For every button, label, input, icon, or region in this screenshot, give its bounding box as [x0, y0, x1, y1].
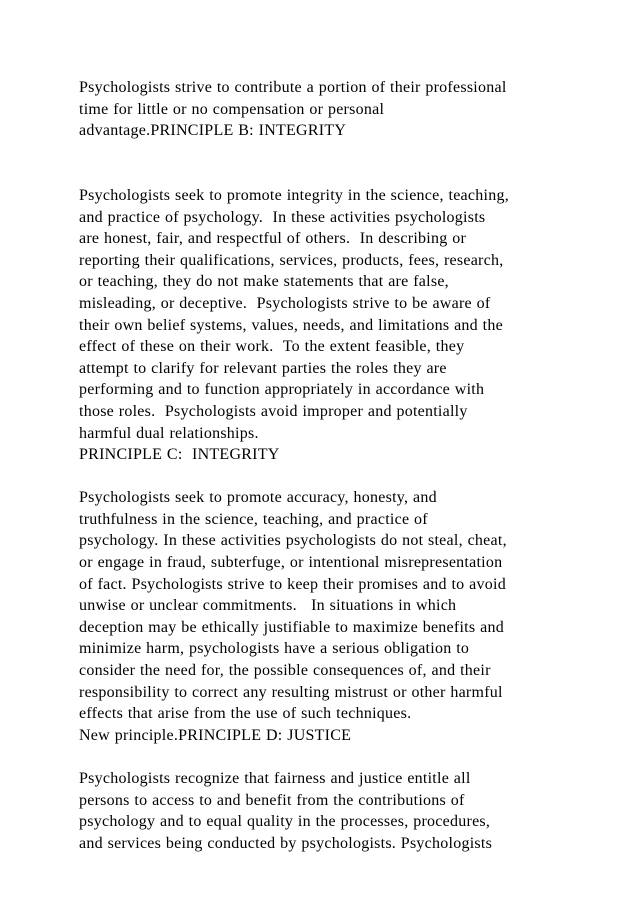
- text-line: misleading, or deceptive. Psychologists strive to be aware of: [79, 294, 491, 312]
- text-line: and practice of psychology. In these activities psychologists: [79, 208, 486, 226]
- text-line: performing and to function appropriately in accordance with: [79, 381, 485, 399]
- blank-line: [79, 142, 569, 164]
- text-line: or engage in fraud, subterfuge, or intentional misrepresentation: [79, 554, 503, 572]
- text-line: attempt to clarify for relevant parties the roles they are: [79, 359, 447, 377]
- text-line: Psychologists recognize that fairness and justice entitle all: [79, 770, 471, 787]
- text-line: Psychologists seek to promote accuracy, honesty, and: [79, 489, 437, 507]
- text-line: deception may be ethically justifiable to maximize benefits and: [79, 618, 504, 636]
- text-line: Psychologists seek to promote integrity in the science, teaching,: [79, 186, 509, 204]
- text-line: reporting their qualifications, services, products, fees, research,: [79, 251, 504, 269]
- blank-line: [79, 746, 569, 768]
- text-line: harmful dual relationships.: [79, 424, 259, 442]
- text-line: effect of these on their work. To the extent feasible, they: [79, 338, 465, 356]
- blank-line: [79, 466, 569, 488]
- text-line: Psychologists strive to contribute a portion of their professional: [79, 79, 507, 96]
- text-line: effects that arise from the use of such techniques.: [79, 705, 412, 723]
- text-line: advantage.PRINCIPLE B: INTEGRITY: [79, 122, 347, 140]
- text-line: of fact. Psychologists strive to keep their promises and to avoid: [79, 575, 506, 593]
- text-line: PRINCIPLE C: INTEGRITY: [79, 446, 280, 464]
- text-line: time for little or no compensation or personal: [79, 100, 385, 118]
- text-line: minimize harm, psychologists have a serious obligation to: [79, 640, 470, 658]
- text-line: responsibility to correct any resulting mistrust or other harmful: [79, 683, 503, 701]
- text-line: unwise or unclear commitments. In situations in which: [79, 597, 457, 615]
- text-line: psychology and to equal quality in the processes, procedures,: [79, 813, 491, 831]
- blank-line: [79, 163, 569, 185]
- document-body: [79, 77, 569, 854]
- text-line: consider the need for, the possible consequences of, and their: [79, 662, 491, 680]
- text-line: are honest, fair, and respectful of others. In describing or: [79, 230, 467, 248]
- text-line: persons to access to and benefit from the contributions of: [79, 791, 465, 809]
- text-line: New principle.PRINCIPLE D: JUSTICE: [79, 726, 352, 744]
- text-line: or teaching, they do not make statements that are false,: [79, 273, 449, 291]
- text-line: and services being conducted by psychologists. Psychologists: [79, 834, 493, 852]
- text-line: those roles. Psychologists avoid improper and potentially: [79, 402, 468, 420]
- text-line: psychology. In these activities psychologists do not steal, cheat,: [79, 532, 507, 550]
- text-line: their own belief systems, values, needs, and limitations and the: [79, 316, 503, 334]
- text-line: truthfulness in the science, teaching, and practice of: [79, 510, 428, 528]
